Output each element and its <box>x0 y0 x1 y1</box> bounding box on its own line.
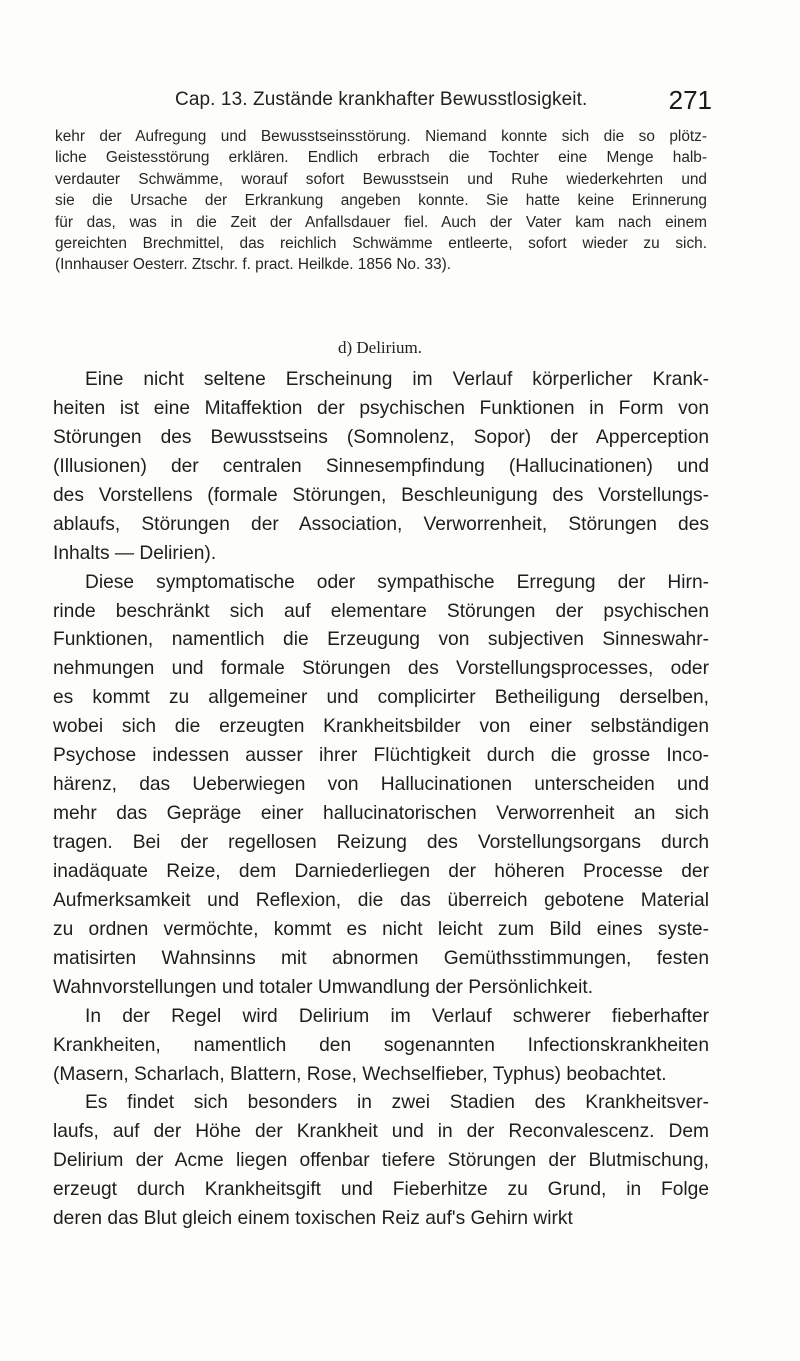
body-line: Krankheiten, namentlich den sogenannten Infectionskrankheiten <box>53 1034 709 1056</box>
body-line: nehmungen und formale Störungen des Vorstellungsprocesses, oder <box>53 658 709 680</box>
body-line: mehr das Gepräge einer hallucinatorischen Verworrenheit an sich <box>53 803 709 825</box>
paragraph-line: für das, was in die Zeit der Anfallsdauer fiel. Auch der Vater kam nach einem <box>55 213 707 231</box>
body-line: des Vorstellens (formale Störungen, Beschleunigung des Vorstellungs- <box>53 484 709 506</box>
section-heading: d) Delirium. <box>337 338 423 357</box>
body-line: es kommt zu allgemeiner und complicirter Betheiligung derselben, <box>53 687 709 709</box>
body-line: Inhalts — Delirien). <box>53 542 217 564</box>
body-line: inadäquate Reize, dem Darniederliegen der höheren Processe der <box>53 860 709 882</box>
body-line: Funktionen, namentlich die Erzeugung von subjectiven Sinneswahr- <box>53 629 709 651</box>
body-line: Delirium der Acme liegen offenbar tiefere Störungen der Blutmischung, <box>53 1150 709 1172</box>
paragraph-line: liche Geistesstörung erklären. Endlich erbrach die Tochter eine Menge halb- <box>55 149 707 167</box>
body-line: Diese symptomatische oder sympathische Erregung der Hirn- <box>85 571 709 593</box>
body-line: tragen. Bei der regellosen Reizung des Vorstellungsorgans durch <box>53 832 709 853</box>
running-title: Cap. 13. Zustände krankhafter Bewusstlosigkeit. <box>175 89 588 110</box>
running-head <box>60 85 712 119</box>
body-line: matisirten Wahnsinns mit abnormen Gemüthsstimmungen, festen <box>53 947 709 969</box>
body-line: härenz, das Ueberwiegen von Hallucinationen unterscheiden und <box>53 774 709 796</box>
body-line: Eine nicht seltene Erscheinung im Verlauf körperlicher Krank- <box>85 369 709 390</box>
page-number: 271 <box>668 85 712 115</box>
body-line: (Masern, Scharlach, Blattern, Rose, Wechselfieber, Typhus) beobachtet. <box>53 1063 667 1085</box>
paragraph-line: kehr der Aufregung und Bewusstseinsstörung. Niemand konnte sich die so plötz- <box>55 128 707 145</box>
paragraph-line: (Innhauser Oesterr. Ztschr. f. pract. Heilkde. 1856 No. 33). <box>55 256 452 274</box>
body-line: Psychose indessen ausser ihrer Flüchtigkeit durch die grosse Inco- <box>53 745 709 767</box>
body-line: Aufmerksamkeit und Reflexion, die das überreich gebotene Material <box>53 889 709 911</box>
paragraph-line: sie die Ursache der Erkrankung angeben konnte. Sie hatte keine Erinnerung <box>55 192 707 210</box>
body-line: rinde beschränkt sich auf elementare Störungen der psychischen <box>53 600 709 622</box>
case-report-paragraph <box>55 126 707 276</box>
body-line: Es findet sich besonders in zwei Stadien des Krankheitsver- <box>85 1092 709 1114</box>
body-line: Störungen des Bewusstseins (Somnolenz, Sopor) der Apperception <box>53 426 709 448</box>
body-line: erzeugt durch Krankheitsgift und Fieberhitze zu Grund, in Folge <box>53 1179 709 1201</box>
body-line: (Illusionen) der centralen Sinnesempfindung (Hallucinationen) und <box>53 455 709 477</box>
body-text <box>53 366 709 1234</box>
body-line: Wahnvorstellungen und totaler Umwandlung der Persönlichkeit. <box>53 976 594 998</box>
body-line: zu ordnen vermöchte, kommt es nicht leicht zum Bild eines syste- <box>53 918 709 940</box>
paragraph-line: verdauter Schwämme, worauf sofort Bewusstsein und Ruhe wiederkehrten und <box>55 170 707 188</box>
body-line: laufs, auf der Höhe der Krankheit und in der Reconvalescenz. Dem <box>53 1121 709 1143</box>
body-line: deren das Blut gleich einem toxischen Reiz auf's Gehirn wirkt <box>53 1208 573 1230</box>
body-line: ablaufs, Störungen der Association, Verworrenheit, Störungen des <box>53 513 709 535</box>
body-line: heiten ist eine Mitaffektion der psychischen Funktionen in Form von <box>53 397 709 419</box>
paragraph-line: gereichten Brechmittel, das reichlich Schwämme entleerte, sofort wieder zu sich. <box>55 235 707 253</box>
body-line: In der Regel wird Delirium im Verlauf schwerer fieberhafter <box>85 1005 709 1027</box>
body-line: wobei sich die erzeugten Krankheitsbilder von einer selbständigen <box>53 716 709 738</box>
